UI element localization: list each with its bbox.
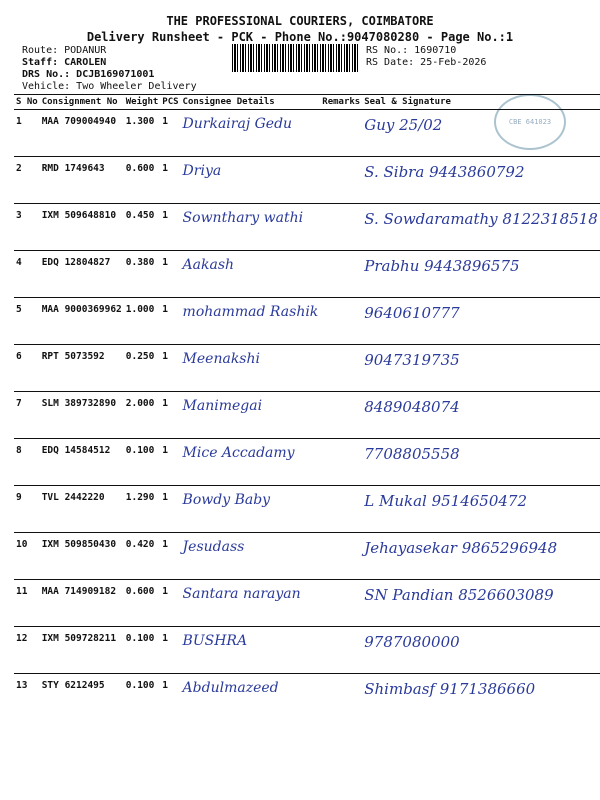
cell-consignee: Jesudass bbox=[181, 533, 321, 580]
cell-weight: 0.600 bbox=[124, 580, 161, 627]
table-row bbox=[14, 486, 600, 533]
cell-weight: 2.000 bbox=[124, 392, 161, 439]
cell-remarks bbox=[320, 298, 362, 345]
cell-pcs: 1 bbox=[160, 251, 180, 298]
cell-remarks bbox=[320, 533, 362, 580]
col-sno: S No bbox=[14, 95, 40, 110]
rs-number: RS No.: 1690710 bbox=[366, 45, 457, 56]
cell-consignee: Santara narayan bbox=[181, 580, 321, 627]
cell-weight: 0.420 bbox=[124, 533, 161, 580]
cell-consignee: Mice Accadamy bbox=[181, 439, 321, 486]
cell-consignee: mohammad Rashik bbox=[181, 298, 321, 345]
cell-consignment: SLM 389732890 bbox=[40, 392, 124, 439]
cell-consignment: EDQ 14584512 bbox=[40, 439, 124, 486]
table-row bbox=[14, 580, 600, 627]
cell-sno: 6 bbox=[14, 345, 40, 392]
cell-consignee: Meenakshi bbox=[181, 345, 321, 392]
cell-consignment: IXM 509850430 bbox=[40, 533, 124, 580]
cell-sno: 4 bbox=[14, 251, 40, 298]
cell-consignment: MAA 9000369962 bbox=[40, 298, 124, 345]
cell-pcs: 1 bbox=[160, 345, 180, 392]
cell-pcs: 1 bbox=[162, 680, 169, 691]
cell-pcs: 1 bbox=[160, 533, 180, 580]
cell-signature: Jehayasekar 9865296948 bbox=[362, 533, 600, 580]
cell-sno: 8 bbox=[14, 439, 40, 486]
cell-sno: 7 bbox=[14, 392, 40, 439]
cell-pcs: 1 bbox=[160, 627, 180, 674]
table-row bbox=[14, 298, 600, 345]
table-row bbox=[14, 439, 600, 486]
cell-consignment: IXM 509728211 bbox=[40, 627, 124, 674]
rs-date: RS Date: 25-Feb-2026 bbox=[366, 57, 487, 68]
cell-signature: 9787080000 bbox=[362, 627, 600, 674]
col-consignment: Consignment No bbox=[40, 95, 124, 110]
cell-consignment: EDQ 12804827 bbox=[40, 251, 124, 298]
cell-sno: 3 bbox=[14, 204, 40, 251]
cell-remarks bbox=[320, 439, 362, 486]
company-title: THE PROFESSIONAL COURIERS, COIMBATORE bbox=[166, 14, 434, 28]
cell-consignee: Driya bbox=[181, 157, 321, 204]
cell-weight: 0.380 bbox=[124, 251, 161, 298]
cell-pcs: 1 bbox=[160, 204, 180, 251]
cell-signature: Guy 25/02 bbox=[362, 110, 600, 157]
cell-consignee: Durkairaj Gedu bbox=[181, 110, 321, 157]
cell-remarks bbox=[320, 204, 362, 251]
cell-weight: 1.300 bbox=[124, 110, 161, 157]
table-row bbox=[14, 110, 600, 157]
cell-pcs: 1 bbox=[160, 580, 180, 627]
col-remarks: Remarks bbox=[320, 95, 362, 110]
cell-remarks bbox=[320, 110, 362, 157]
table-row bbox=[14, 157, 600, 204]
cell-consignment: TVL 2442220 bbox=[40, 486, 124, 533]
cell-weight: 0.100 bbox=[124, 627, 161, 674]
cell-sno: 10 bbox=[14, 533, 40, 580]
cell-consignment: IXM 509648810 bbox=[40, 204, 124, 251]
cell-consignee: Bowdy Baby bbox=[181, 486, 321, 533]
cell-sno: 1 bbox=[14, 110, 40, 157]
cell-signature: S. Sowdaramathy 8122318518 bbox=[362, 204, 600, 251]
cell-remarks bbox=[320, 251, 362, 298]
cell-sno: 9 bbox=[14, 486, 40, 533]
cell-pcs: 1 bbox=[160, 110, 180, 157]
cell-sno: 5 bbox=[14, 298, 40, 345]
runsheet-table bbox=[14, 94, 600, 720]
cell-remarks bbox=[320, 157, 362, 204]
runsheet-subtitle: Delivery Runsheet - PCK - Phone No.:9047080280 - Page No.:1 bbox=[86, 30, 514, 44]
cell-pcs: 1 bbox=[160, 486, 180, 533]
cell-pcs: 1 bbox=[160, 439, 180, 486]
table-row bbox=[14, 251, 600, 298]
cell-signature: S. Sibra 9443860792 bbox=[362, 157, 600, 204]
cell-sno: 11 bbox=[14, 580, 40, 627]
drs-label: DRS No.: DCJB169071001 bbox=[22, 69, 155, 80]
col-consignee: Consignee Details bbox=[181, 95, 321, 110]
cell-remarks bbox=[320, 674, 362, 721]
table-row bbox=[14, 345, 600, 392]
office-stamp: CBE 641023 bbox=[494, 94, 566, 150]
cell-consignee: Manimegai bbox=[181, 392, 321, 439]
vehicle-label: Vehicle: Two Wheeler Delivery bbox=[22, 81, 197, 92]
cell-signature: 9047319735 bbox=[362, 345, 600, 392]
cell-pcs: 1 bbox=[160, 392, 180, 439]
table-row bbox=[14, 392, 600, 439]
staff-label: Staff: CAROLEN bbox=[22, 57, 107, 68]
cell-weight: 0.600 bbox=[124, 157, 161, 204]
table-row bbox=[14, 204, 600, 251]
cell-weight: 0.100 bbox=[124, 439, 161, 486]
cell-consignee: Abdulmazeed bbox=[182, 680, 279, 696]
cell-weight: 0.450 bbox=[124, 204, 161, 251]
cell-remarks bbox=[320, 486, 362, 533]
table-row bbox=[14, 627, 600, 674]
cell-pcs: 1 bbox=[160, 157, 180, 204]
table-header-row bbox=[14, 95, 600, 110]
cell-remarks bbox=[320, 345, 362, 392]
cell-signature: Prabhu 9443896575 bbox=[362, 251, 600, 298]
cell-weight: 0.100 bbox=[125, 680, 155, 691]
cell-remarks bbox=[320, 392, 362, 439]
cell-consignment: STY 6212495 bbox=[41, 680, 105, 691]
cell-sno: 2 bbox=[14, 157, 40, 204]
cell-pcs: 1 bbox=[160, 298, 180, 345]
cell-remarks bbox=[320, 627, 362, 674]
cell-sno: 12 bbox=[14, 627, 40, 674]
cell-signature: 9640610777 bbox=[362, 298, 600, 345]
cell-signature: 8489048074 bbox=[362, 392, 600, 439]
cell-weight: 1.290 bbox=[124, 486, 161, 533]
cell-signature: SN Pandian 8526603089 bbox=[362, 580, 600, 627]
cell-signature: Shimbasf 9171386660 bbox=[364, 680, 536, 698]
cell-signature: 7708805558 bbox=[362, 439, 600, 486]
cell-consignment: MAA 709004940 bbox=[40, 110, 124, 157]
cell-consignee: Sownthary wathi bbox=[181, 204, 321, 251]
cell-weight: 1.000 bbox=[124, 298, 161, 345]
col-signature: Seal & Signature bbox=[362, 95, 600, 110]
route-label: Route: PODANUR bbox=[22, 45, 107, 56]
cell-consignee: Aakash bbox=[181, 251, 321, 298]
col-pcs: PCS bbox=[160, 95, 180, 110]
cell-consignee: BUSHRA bbox=[181, 627, 321, 674]
cell-consignment: RMD 1749643 bbox=[40, 157, 124, 204]
col-weight: Weight bbox=[124, 95, 161, 110]
cell-weight: 0.250 bbox=[124, 345, 161, 392]
table-row bbox=[14, 674, 600, 721]
cell-consignment: RPT 5073592 bbox=[40, 345, 124, 392]
cell-sno: 13 bbox=[16, 680, 28, 691]
barcode-image bbox=[232, 44, 360, 72]
table-row bbox=[14, 533, 600, 580]
cell-signature: L Mukal 9514650472 bbox=[362, 486, 600, 533]
cell-remarks bbox=[320, 580, 362, 627]
cell-consignment: MAA 714909182 bbox=[40, 580, 124, 627]
